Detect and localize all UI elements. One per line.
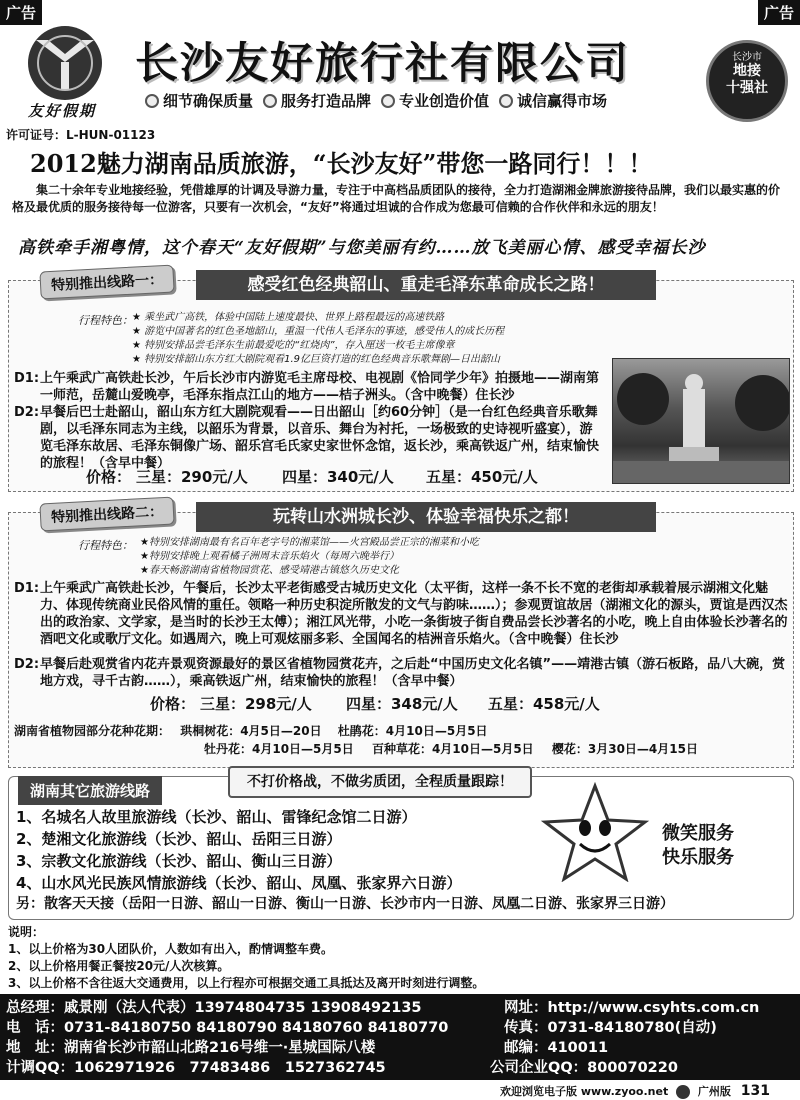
motto-bullet-icon (263, 94, 277, 108)
flower-heading: 湖南省植物园部分花种花期： (14, 724, 171, 738)
footer-fax: 传真：0731-84180780(自动) (504, 1020, 717, 1036)
route-1-label: 特别推出线路一： (39, 265, 174, 300)
motto-bullet-icon (499, 94, 513, 108)
brand-slogan: 友好假期 (28, 102, 97, 120)
motto-text: 诚信赢得市场 (517, 92, 608, 110)
route-2-d1-tag: D1: (14, 581, 40, 596)
route-2-features (140, 536, 479, 578)
route-2-d2-tag: D2: (14, 657, 40, 672)
motto-item (145, 90, 253, 111)
route-2-price-3star: 三星：298元/人 (200, 695, 312, 713)
feature-item: ★特别安排湖南最有名百年老字号的湘菜馆——火宫殿品尝正宗的湘菜和小吃 (140, 537, 479, 548)
route-1-d1-tag: D1: (14, 371, 40, 386)
motto-bullet-icon (145, 94, 159, 108)
motto-item (263, 90, 371, 111)
route-1-price-4star: 四星：340元/人 (282, 468, 394, 486)
tagline: 高铁牵手湘粤情，这个春天“友好假期”与您美丽有约……放飞美丽心情、感受幸福长沙 (18, 238, 706, 258)
intro-paragraph: 集二十余年专业地接经验，凭借雄厚的计调及导游力量，专注于中高档品质团队的接待，全力打造湖湘金牌旅游接待品牌，我们以最实惠的价格及最优质的服务接待每一位游客，只要有一次机会，“友好”将通过坦诚的合作成为您最可信赖的合作伙伴和永远的朋友！ (12, 183, 781, 214)
footer-company-qq: 公司企业QQ：800070220 (490, 1060, 678, 1076)
flower-item: 杜鹃花：4月10日—5月5日 (337, 724, 488, 738)
route-line-item: 1、名城名人故里旅游线（长沙、韶山、雷锋纪念馆二日游） (16, 808, 417, 826)
route-2-feature-heading: 行程特色： (78, 539, 133, 552)
feature-item: ★春天畅游湖南省植物园赏花、感受靖港古镇悠久历史文化 (140, 565, 399, 576)
route-1-d1-text: 上午乘武广高铁赴长沙，午后长沙市内游览毛主席母校、电视剧《恰同学少年》拍摄地——湖南第一师范，岳麓山爱晚亭，毛泽东指点江山的地方——桔子洲头。（含中晚餐）住长沙 (40, 371, 600, 403)
headline: 2012魅力湖南品质旅游，“长沙友好”带您一路同行！！！ (30, 149, 653, 178)
statue-photo-icon (613, 359, 789, 483)
extra-daily-tours: 另：散客天天接（岳阳一日游、韶山一日游、衡山一日游、长沙市内一日游、凤凰二日游、张家界三日游） (16, 896, 674, 912)
ezine-text: 欢迎浏览电子版 www.zyoo.net (500, 1085, 669, 1098)
badge-city: 长沙市 (732, 52, 762, 63)
note-item: 2、以上价格用餐正餐按20元/人次核算。 (8, 959, 230, 973)
feature-item: ★特别安排晚上观看橘子洲周末音乐焰火（每周六晚举行） (140, 551, 399, 562)
bottom-line (500, 1083, 770, 1099)
motto-text: 服务打造品牌 (281, 92, 372, 110)
other-routes-list (16, 806, 461, 894)
contact-footer (0, 994, 800, 1080)
other-routes-heading: 湖南其它旅游线路 (18, 776, 162, 805)
feature-item: ★ 乘坐武广高铁，体验中国陆上速度最快、世界上路程最远的高速铁路 (132, 312, 445, 323)
feature-item: ★ 特别安排韶山东方红大剧院观看1.9亿巨资打造的红色经典音乐歌舞剧—日出韶山 (132, 354, 501, 365)
route-1-price-5star: 五星：450元/人 (426, 468, 538, 486)
flower-row-1 (14, 722, 698, 740)
footer-address: 地 址：湖南省长沙市韶山北路216号维一·星城国际八楼 (6, 1040, 376, 1056)
route-1-d2-tag: D2: (14, 405, 40, 420)
ad-tag-right: 广告 (758, 0, 800, 25)
footer-website[interactable]: 网址：http://www.csyhts.com.cn (504, 1000, 760, 1016)
route-1-feature-heading: 行程特色： (78, 314, 133, 327)
notes-heading: 说明： (8, 925, 45, 939)
badge-line2: 地接 (733, 63, 761, 79)
route-2-price-4star: 四星：348元/人 (346, 695, 458, 713)
edition-circle-icon (676, 1085, 690, 1099)
note-item: 1、以上价格为30人团队价，人数如有出入，酌情调整车费。 (8, 942, 334, 956)
footer-phone: 电 话：0731-84180750 84180790 84180760 84180770 (6, 1020, 449, 1036)
smiling-star-icon (540, 782, 650, 882)
ad-tag-left: 广告 (0, 0, 42, 25)
route-2-title: 玩转山水洲城长沙、体验幸福快乐之都！ (196, 502, 656, 532)
route-2-d1-text: 上午乘武广高铁赴长沙，午餐后，长沙太平老街感受古城历史文化（太平街，这样一条不长不宽的老街却承载着展示湖湘文化魅力、体现传统商业民俗风情的重任。领略一种历史积淀所散发的文气与韵味……）；参观贾谊故居（湖湘文化的源头，贾谊是西汉杰出的政治家、文学家，是当时的长沙王太傅）；湘江风光带，小吃一条街坡子街自费品尝长沙著名的小吃，晚上自由体验长沙著名的酒吧文化或歌厅文化。如遇周六，晚上可观炫丽多彩、全国闻名的桔洲音乐焰火。（含中晚餐）住长沙 (40, 581, 788, 647)
route-2-price-label: 价格： (150, 695, 196, 713)
company-name: 长沙友好旅行社有限公司 (135, 39, 630, 89)
service-happy: 快乐服务 (662, 847, 734, 868)
note-item: 3、以上价格不含往返大交通费用，以上行程亦可根据交通工具抵达及离开时刻进行调整。 (8, 976, 485, 990)
edition-label: 广州版 (697, 1085, 731, 1098)
footer-postcode: 邮编：410011 (504, 1040, 609, 1056)
flower-row-2 (14, 740, 698, 758)
notes-section (8, 924, 484, 992)
route-line-item: 2、楚湘文化旅游线（长沙、韶山、岳阳三日游） (16, 830, 342, 848)
flower-item: 牡丹花：4月10日—5月5日 (204, 742, 354, 756)
flower-item: 百种草花：4月10日—5月5日 (371, 742, 534, 756)
route-2-d2-text: 早餐后赴观赏省内花卉景观资源最好的景区省植物园赏花卉，之后赴“中国历史文化名镇”——靖港古镇（游石板路，品八大碗，赏地方戏，寻千古韵……），乘高铁返广州，结束愉快的旅程！（含早中餐） (40, 657, 786, 689)
route-2-label: 特别推出线路二： (39, 497, 174, 532)
motto-item (499, 90, 607, 111)
shaoshan-statue-photo (612, 358, 790, 484)
route-line-item: 4、山水风光民族风情旅游线（长沙、韶山、凤凰、张家界六日游） (16, 874, 462, 892)
route-line-item: 3、宗教文化旅游线（长沙、韶山、衡山三日游） (16, 852, 342, 870)
service-smile: 微笑服务 (662, 823, 734, 844)
flower-item: 樱花：3月30日—4月15日 (551, 742, 698, 756)
logo-mark-icon (32, 32, 98, 94)
motto-row (145, 90, 685, 111)
top-ten-badge (706, 40, 788, 122)
page-number: 131 (740, 1083, 770, 1099)
motto-text: 专业创造价值 (399, 92, 490, 110)
feature-item: ★ 游览中国著名的红色圣地韶山，重温一代伟人毛泽东的事迹，感受伟人的成长历程 (132, 326, 505, 337)
route-2-price-5star: 五星：458元/人 (488, 695, 600, 713)
license-number: 许可证号：L-HUN-01123 (6, 128, 156, 142)
route-1-price-3star: 三星：290元/人 (136, 468, 248, 486)
motto-item (381, 90, 489, 111)
badge-line3: 十强社 (726, 80, 768, 96)
route-1-d2-text: 早餐后巴士赴韶山，韶山东方红大剧院观看——日出韶山［约60分钟］（是一台红色经典音乐歌舞剧，以毛泽东同志为主线，以韶乐为背景，以音乐、舞台为衬托，一场极致的史诗视听盛宴），游览毛泽东故居、毛泽东铜像广场、韶乐宫毛氏家史家世怀念馆，返长沙，乘高铁返广州，结束愉快的旅程！（含早中餐） (40, 405, 600, 471)
flower-season (14, 722, 698, 758)
route-1-title: 感受红色经典韶山、重走毛泽东革命成长之路！ (196, 270, 656, 300)
motto-text: 细节确保质量 (163, 92, 254, 110)
route-1-features (132, 311, 504, 367)
footer-manager: 总经理：戚景刚（法人代表）13974804735 13908492135 (6, 1000, 422, 1016)
footer-qq: 计调QQ：1062971926 77483486 1527362745 (6, 1060, 386, 1076)
company-logo (28, 26, 102, 100)
feature-item: ★ 特别安排品尝毛泽东生前最爱吃的“红烧肉”，存入厘送一枚毛主席像章 (132, 340, 455, 351)
flower-item: 珙桐树花：4月5日—20日 (180, 724, 322, 738)
motto-bullet-icon (381, 94, 395, 108)
route-1-price-label: 价格： (86, 468, 132, 486)
quality-banner: 不打价格战，不做劣质团，全程质量跟踪！ (228, 766, 532, 798)
